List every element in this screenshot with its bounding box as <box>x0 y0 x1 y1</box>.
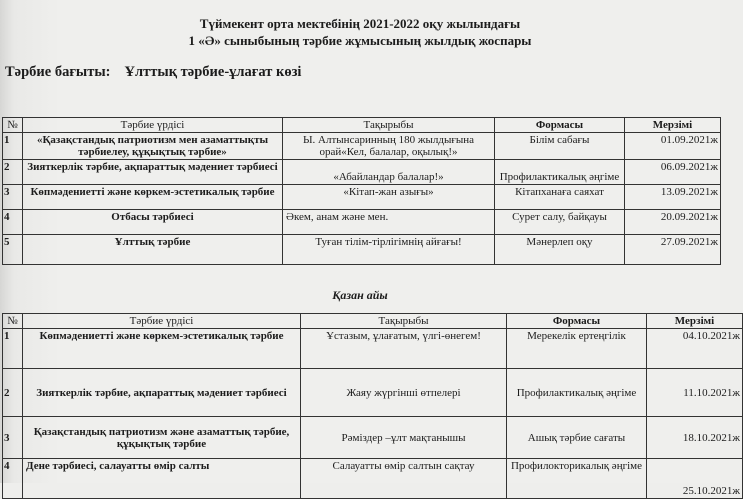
table-row <box>3 235 721 265</box>
table-row <box>3 459 743 499</box>
row-topic: «Абайландар балалар!» <box>283 160 495 185</box>
row-number: 1 <box>3 133 23 160</box>
table-row <box>3 417 743 459</box>
table-row <box>3 185 721 210</box>
document-title-line-2: 1 «Ә» сыныбының тәрбие жұмысының жылдық жоспары <box>188 33 532 48</box>
month-heading: Қазан айы <box>332 288 388 302</box>
header-area: Тәрбие үрдісі <box>23 118 283 133</box>
row-form: Кітапханаға саяхат <box>495 185 625 210</box>
header-area: Тәрбие үрдісі <box>23 314 301 329</box>
row-date: 06.09.2021ж <box>625 160 721 185</box>
row-area: Зияткерлік тәрбие, ақпараттық мәдениет тәрбиесі <box>23 369 301 417</box>
table-row <box>3 160 721 185</box>
education-direction <box>5 64 301 81</box>
row-date: 01.09.2021ж <box>625 133 721 160</box>
row-form: Сурет салу, байқауы <box>495 210 625 235</box>
row-form: Профилактикалық әңгіме <box>495 160 625 185</box>
row-number: 2 <box>3 160 23 185</box>
row-date: 25.10.2021ж <box>647 459 743 499</box>
table-row <box>3 329 743 369</box>
row-date: 18.10.2021ж <box>647 417 743 459</box>
header-date: Мерзімі <box>625 118 721 133</box>
row-area: Зияткерлік тәрбие, ақпараттық мәдениет тәрбиесі <box>23 160 283 185</box>
row-topic: Ұстазым, ұлағатым, үлгі-өнегем! <box>301 329 507 369</box>
row-date: 20.09.2021ж <box>625 210 721 235</box>
row-form: Мерекелік ертеңгілік <box>507 329 647 369</box>
row-area: Көпмәдениетті және көркем-эстетикалық тәрбие <box>23 329 301 369</box>
row-number: 1 <box>3 329 23 369</box>
row-number: 2 <box>3 369 23 417</box>
row-form: Мәнерлеп оқу <box>495 235 625 265</box>
row-number: 4 <box>3 459 23 499</box>
table-row <box>3 133 721 160</box>
october-plan-table <box>2 313 743 499</box>
row-topic: Ы. Алтынсаринның 180 жылдығына орай«Кел, балалар, оқылық!» <box>283 133 495 160</box>
september-plan-table <box>2 117 721 265</box>
table-row <box>3 210 721 235</box>
header-number: № <box>3 118 23 133</box>
row-topic: Рәміздер –ұлт мақтанышы <box>301 417 507 459</box>
header-topic: Тақырыбы <box>301 314 507 329</box>
table-header-row <box>3 314 743 329</box>
table-row <box>3 369 743 417</box>
row-area: Дене тәрбиесі, салауатты өмір салты <box>23 459 301 499</box>
row-date: 13.09.2021ж <box>625 185 721 210</box>
row-number: 5 <box>3 235 23 265</box>
row-number: 4 <box>3 210 23 235</box>
row-topic: Салауатты өмір салтын сақтау <box>301 459 507 499</box>
document-title-line-1: Түймекент орта мектебінің 2021-2022 оқу жылындағы <box>199 16 521 31</box>
row-date: 27.09.2021ж <box>625 235 721 265</box>
row-topic: Туған тілім-тірлігімнің айғағы! <box>283 235 495 265</box>
row-form: Профилокторикалық әңгіме <box>507 459 647 499</box>
row-form: Профилактикалық әңгіме <box>507 369 647 417</box>
row-area: Отбасы тәрбиесі <box>23 210 283 235</box>
table-header-row <box>3 118 721 133</box>
row-date: 04.10.2021ж <box>647 329 743 369</box>
row-area: Қазақстандық патриотизм және азаматтық тәрбие, құқықтық тәрбие <box>23 417 301 459</box>
row-topic: «Кітап-жан азығы» <box>283 185 495 210</box>
row-form: Ашық тәрбие сағаты <box>507 417 647 459</box>
row-number: 3 <box>3 185 23 210</box>
row-topic: Әкем, анам және мен. <box>283 210 495 235</box>
header-form: Формасы <box>507 314 647 329</box>
direction-label: Тәрбие бағыты: <box>5 64 111 80</box>
row-form: Білім сабағы <box>495 133 625 160</box>
direction-value: Ұлттық тәрбие-ұлағат көзі <box>124 64 302 80</box>
row-date: 11.10.2021ж <box>647 369 743 417</box>
header-number: № <box>3 314 23 329</box>
header-topic: Тақырыбы <box>283 118 495 133</box>
row-number: 3 <box>3 417 23 459</box>
header-date: Мерзімі <box>647 314 743 329</box>
row-area: «Қазақстандық патриотизм мен азаматтықты тәрбиелеу, құқықтық тәрбие» <box>23 133 283 160</box>
header-form: Формасы <box>495 118 625 133</box>
row-topic: Жаяу жүргінші өтпелері <box>301 369 507 417</box>
row-area: Ұлттық тәрбие <box>23 235 283 265</box>
row-area: Көпмәдениетті және көркем-эстетикалық тәрбие <box>23 185 283 210</box>
